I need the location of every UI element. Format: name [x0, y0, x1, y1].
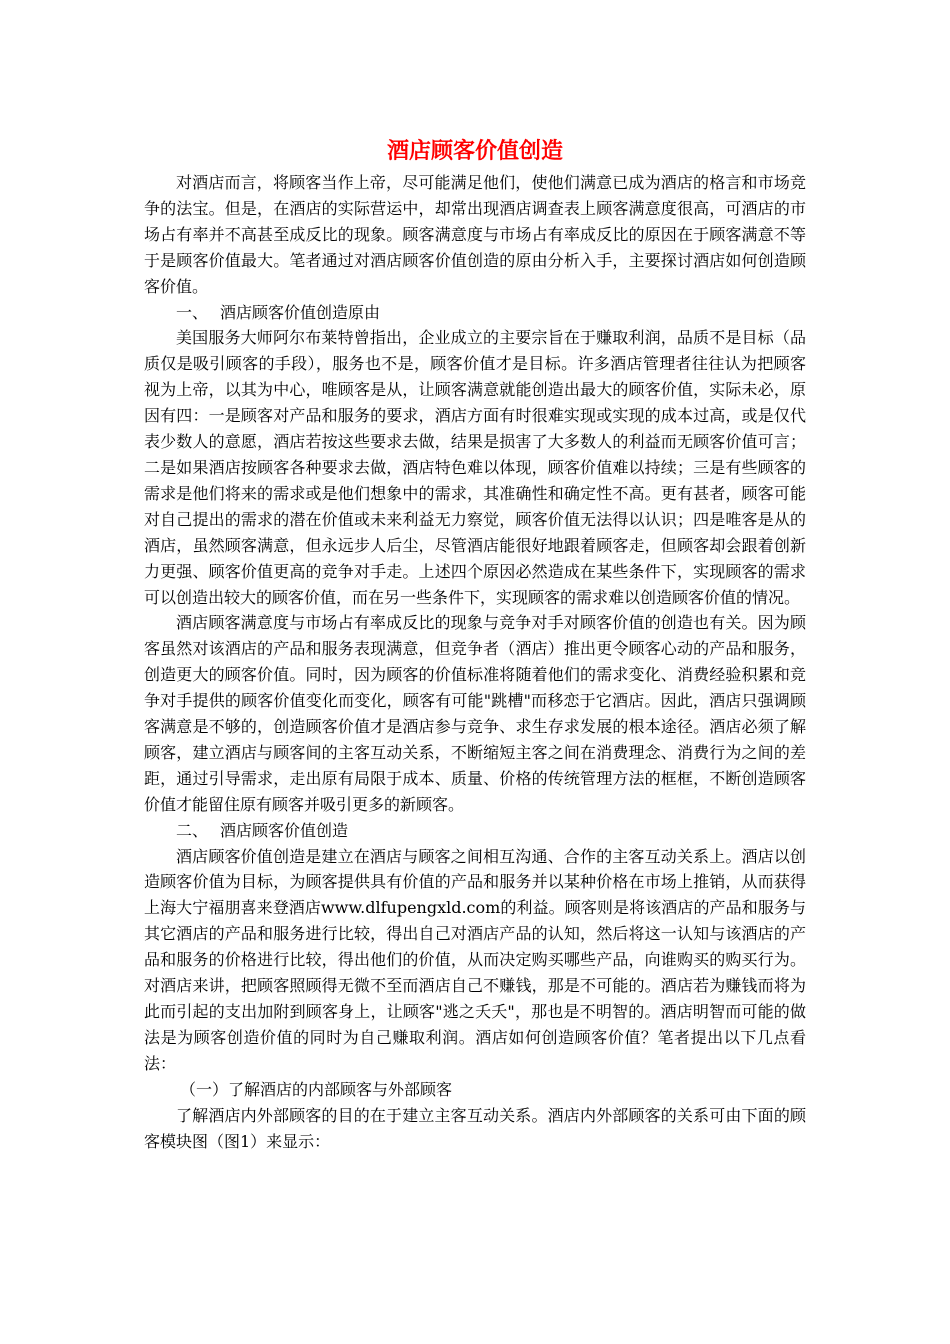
- section-title-2: 酒店顾客价值创造: [220, 820, 349, 840]
- paragraph-customers: 了解酒店内外部顾客的目的在于建立主客互动关系。酒店内外部顾客的关系可由下面的顾客模块图（图1）来显示：: [144, 1105, 806, 1151]
- section-number-1: 一、: [176, 302, 209, 322]
- paragraph-value-creation: 酒店顾客价值创造是建立在酒店与顾客之间相互沟通、合作的主客互动关系上。酒店以创造顾客价值为目标，为顾客提供具有价值的产品和服务并以某种价格在市场上推销，从而获得上海大宁福朋喜来登酒店www.dlfupengxld.com的利益。顾客则是将该酒店的产品和服务与其它酒店的产品和服务进行比较，得出自己对酒店产品的认知，然后将这一认知与该酒店的产品和服务的价格进行比较，得出他们的价值，从而决定购买哪些产品，向谁购买的购买行为。对酒店来讲，把顾客照顾得无微不至而酒店自己不赚钱，那是不可能的。酒店若为赚钱而将为此而引起的支出加附到顾客身上，让顾客"逃之夭夭"，那也是不明智的。酒店明智而可能的做法是为顾客创造价值的同时为自己赚取利润。酒店如何创造顾客价值？笔者提出以下几点看法：: [144, 846, 806, 1073]
- document-title: 酒店顾客价值创造: [386, 138, 563, 164]
- section-heading-2: [144, 818, 806, 844]
- section-title-1: 酒店顾客价值创造原由: [220, 302, 381, 322]
- document-page: [144, 134, 806, 1154]
- paragraph-competition: 酒店顾客满意度与市场占有率成反比的现象与竞争对手对顾客价值的创造也有关。因为顾客虽然对该酒店的产品和服务表现满意，但竞争者（酒店）推出更令顾客心动的产品和服务，创造更大的顾客价值。同时，因为顾客的价值标准将随着他们的需求变化、消费经验积累和竞争对手提供的顾客价值变化而变化，顾客有可能"跳槽"而移恋于它酒店。因此，酒店只强调顾客满意是不够的，创造顾客价值才是酒店参与竞争、求生存求发展的根本途径。酒店必须了解顾客，建立酒店与顾客间的主客互动关系，不断缩短主客之间在消费理念、消费行为之间的差距，通过引导需求，走出原有局限于成本、质量、价格的传统管理方法的框框，不断创造顾客价值才能留住原有顾客并吸引更多的新顾客。: [144, 613, 806, 814]
- section-number-2: 二、: [176, 820, 209, 840]
- paragraph-intro: 对酒店而言，将顾客当作上帝，尽可能满足他们，使他们满意已成为酒店的格言和市场竞争的法宝。但是，在酒店的实际营运中，却常出现酒店调查表上顾客满意度很高，可酒店的市场占有率并不高甚至成反比的现象。顾客满意度与市场占有率成反比的原因在于顾客满意不等于是顾客价值最大。笔者通过对酒店顾客价值创造的原由分析入手，主要探讨酒店如何创造顾客价值。: [144, 173, 806, 296]
- subsection-heading-1: （一）了解酒店的内部顾客与外部顾客: [180, 1079, 453, 1099]
- paragraph-reasons: 美国服务大师阿尔布莱特曾指出，企业成立的主要宗旨在于赚取利润，品质不是目标（品质仅是吸引顾客的手段），服务也不是，顾客价值才是目标。许多酒店管理者往往认为把顾客视为上帝，以其为中心，唯顾客是从，让顾客满意就能创造出最大的顾客价值，实际未必，原因有四：一是顾客对产品和服务的要求，酒店方面有时很难实现或实现的成本过高，或是仅代表少数人的意愿，酒店若按这些要求去做，结果是损害了大多数人的利益而无顾客价值可言；二是如果酒店按顾客各种要求去做，酒店特色难以体现，顾客价值难以持续；三是有些顾客的需求是他们将来的需求或是他们想象中的需求，其准确性和确定性不高。更有甚者，顾客可能对自己提出的需求的潜在价值或未来利益无力察觉，顾客价值无法得以认识；四是唯客是从的酒店，虽然顾客满意，但永远步人后尘，尽管酒店能很好地跟着顾客走，但顾客却会跟着创新力更强、顾客价值更高的竞争对手走。上述四个原因必然造成在某些条件下，实现顾客的需求可以创造出较大的顾客价值，而在另一些条件下，实现顾客的需求难以创造顾客价值的情况。: [144, 328, 806, 607]
- section-heading-1: [144, 300, 806, 326]
